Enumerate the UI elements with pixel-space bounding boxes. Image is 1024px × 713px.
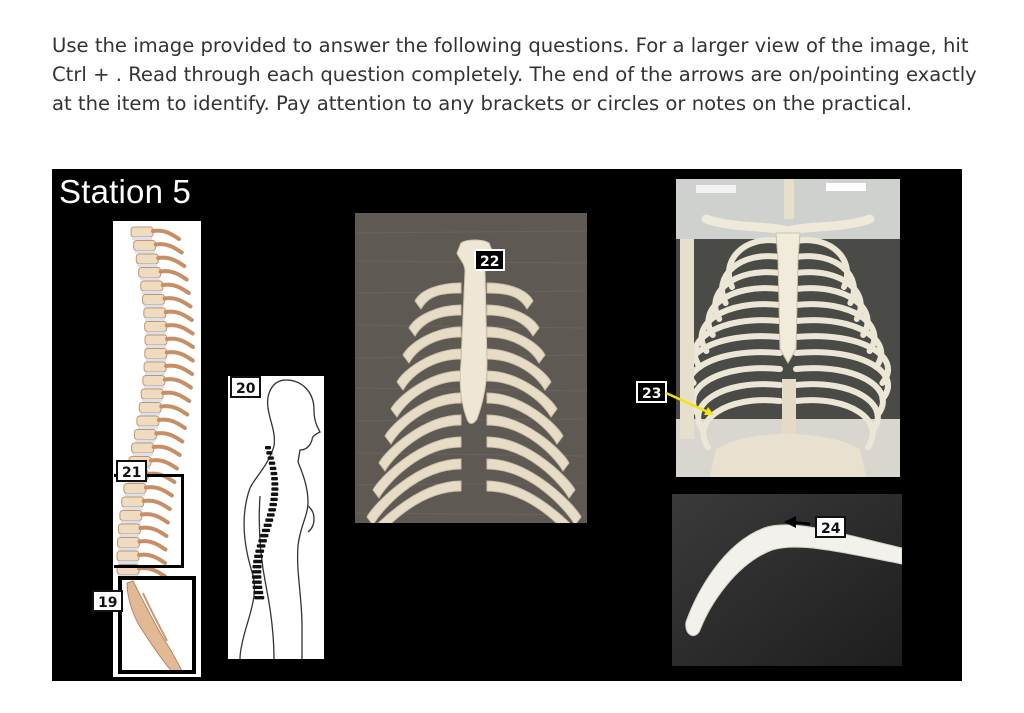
station-title: Station 5 (59, 173, 192, 210)
spine-segment (269, 462, 275, 465)
bracket-19 (118, 576, 196, 674)
label-19: 19 (92, 590, 123, 612)
intervertebral-disc (135, 251, 155, 254)
vertebra (134, 241, 156, 251)
spinous-process (151, 460, 177, 468)
spine-segment (269, 503, 277, 506)
vertebra (143, 376, 165, 386)
spinous-process (167, 352, 193, 360)
spine-segment (271, 477, 278, 480)
arrow-23 (664, 387, 720, 421)
spinous-process (161, 271, 187, 279)
spinous-process (156, 433, 182, 441)
vertebra (144, 308, 166, 318)
spine-segment (254, 555, 263, 558)
sternum-rib-photo (355, 213, 587, 523)
spine-segment (267, 513, 275, 516)
label-22: 22 (474, 249, 505, 271)
spinous-process (163, 285, 189, 293)
spinal-curvature-panel (228, 376, 324, 659)
station-image (52, 169, 962, 681)
spinous-process (163, 393, 189, 401)
vertebra (141, 389, 163, 399)
spinous-process (166, 366, 192, 374)
intervertebral-disc (144, 305, 164, 308)
spinous-process (165, 379, 191, 387)
sternum-ribs-panel (355, 213, 587, 523)
spine-segment (271, 493, 278, 496)
intervertebral-disc (140, 278, 160, 281)
spine-segment (264, 524, 272, 527)
spinous-process (165, 298, 191, 306)
spine-segment (252, 575, 261, 578)
label-20: 20 (230, 376, 261, 398)
spine-segment (265, 518, 273, 521)
spine-segment (260, 534, 268, 537)
spine-segment (262, 529, 270, 532)
spinous-process (161, 406, 187, 414)
spinous-process (167, 339, 193, 347)
intervertebral-disc (145, 372, 165, 375)
intervertebral-disc (142, 291, 162, 294)
vertebra (141, 281, 163, 291)
intervertebral-disc (146, 359, 166, 362)
spine-segment (253, 591, 263, 594)
intervertebral-disc (137, 264, 157, 267)
ribcage-photo (676, 179, 900, 477)
spinous-process (154, 447, 180, 455)
vertebra (145, 349, 167, 359)
body-outline-spine-drawing (228, 376, 324, 659)
vertebra (132, 443, 154, 453)
intervertebral-disc (145, 318, 165, 321)
spine-segment (265, 446, 271, 449)
label-21: 21 (116, 460, 147, 482)
spine-segment (268, 508, 276, 511)
intervertebral-disc (135, 440, 155, 443)
intervertebral-disc (138, 426, 158, 429)
vertebra (139, 403, 161, 413)
spine-segment (270, 498, 277, 501)
spine-segment (271, 487, 278, 490)
intervertebral-disc (146, 332, 166, 335)
spinous-process (166, 312, 192, 320)
spine-segment (252, 565, 261, 568)
spine-segment (252, 570, 261, 573)
clavicle-photo (672, 494, 902, 666)
clavicle-panel (672, 494, 902, 666)
spine-segment (270, 467, 277, 470)
spine-segment (258, 539, 266, 542)
vertebra (144, 362, 166, 372)
vertebra (143, 295, 165, 305)
spine-segment (252, 580, 262, 583)
spinous-process (167, 325, 193, 333)
intervertebral-disc (140, 413, 160, 416)
spine-segment (254, 596, 264, 599)
spine-segment (253, 560, 262, 563)
intervertebral-disc (132, 237, 152, 240)
vertebra (136, 254, 158, 264)
spinous-process (159, 420, 185, 428)
spine-segment (268, 456, 274, 459)
spinous-process (153, 231, 179, 239)
vertebra (145, 322, 167, 332)
intervertebral-disc (133, 453, 153, 456)
vertebra (137, 416, 159, 426)
spine-segment (255, 549, 264, 552)
spine-segment (253, 586, 263, 589)
spine-segment (271, 472, 278, 475)
thoracic-cage-panel (676, 179, 900, 477)
spine-segment (266, 451, 272, 454)
intervertebral-disc (142, 399, 162, 402)
label-23: 23 (636, 381, 667, 403)
spine-segment (271, 482, 278, 485)
spinous-process (156, 244, 182, 252)
vertebra (139, 268, 161, 278)
instructions-text: Use the image provided to answer the following questions. For a larger view of the image, hit Ctrl + . Read through each question completely. The end of the arrows are on/pointing exactly at the item to identify. Pay attention to any brackets or circles or notes on the practical. (52, 34, 977, 115)
bracket-21 (114, 474, 184, 568)
spine-segment (257, 544, 266, 547)
vertebra (134, 430, 156, 440)
vertebra (131, 227, 153, 237)
spinous-process (158, 258, 184, 266)
intervertebral-disc (144, 386, 164, 389)
vertebra (145, 335, 167, 345)
intervertebral-disc (146, 345, 166, 348)
label-24: 24 (815, 516, 846, 538)
